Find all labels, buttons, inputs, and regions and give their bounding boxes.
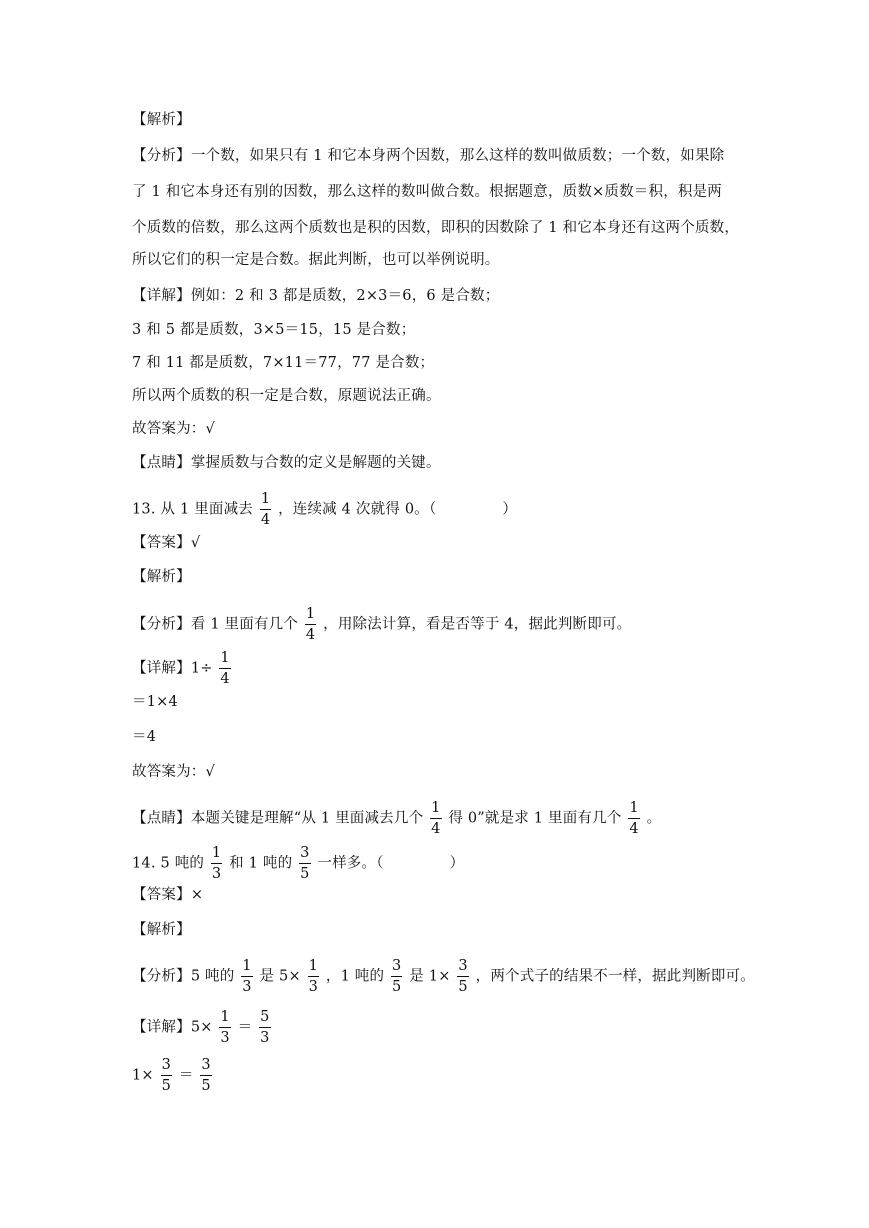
fraction-1-3: $\frac{1}{3}$: [308, 958, 319, 995]
question-13: 13. 从 1 里面减去 $\frac{1}{4}$ ，连续减 4 次就得 0。（ ）: [132, 491, 518, 528]
q13-jiexi: 【解析】: [132, 569, 191, 585]
fraction-1-4: $\frac{1}{4}$: [220, 650, 230, 687]
fraction-3-5: $\frac{3}{5}$: [392, 958, 402, 995]
fraction-1-4: $\frac{1}{4}$: [260, 491, 271, 528]
detail-line-4: 所以两个质数的积一定是合数，原题说法正确。: [132, 388, 441, 404]
q13-answer: 【答案】√: [132, 535, 201, 551]
fraction-3-5: $\frac{3}{5}$: [458, 958, 468, 995]
q14-jiexi: 【解析】: [132, 922, 191, 938]
q14-analysis: 【分析】5 吨的 $\frac{1}{3}$ 是 5× $\frac{1}{3}$ ，1 吨的 $\frac{3}{5}$ 是 1× $\frac{3}{5}$ ，两个式子的结果不一样，据此判断即可。: [132, 958, 755, 995]
q13-detail-2: ＝1×4: [132, 694, 178, 710]
answer-line: 故答案为：√: [132, 421, 215, 437]
analysis-line-4: 所以它们的积一定是合数。据此判断，也可以举例说明。: [132, 252, 500, 268]
fraction-1-3: $\frac{1}{3}$: [220, 1009, 230, 1046]
fraction-1-3: $\frac{1}{3}$: [211, 845, 222, 882]
fraction-3-5: $\frac{3}{5}$: [300, 845, 310, 882]
q14-detail-1: 【详解】5× $\frac{1}{3}$ ＝ $\frac{5}{3}$: [132, 1009, 270, 1046]
q13-detail-1: 【详解】1÷ $\frac{1}{4}$: [132, 650, 230, 687]
jiexi-heading: 【解析】: [132, 112, 191, 128]
fraction-1-4: $\frac{1}{4}$: [431, 800, 441, 837]
q13-detail-3: ＝4: [132, 729, 157, 745]
q13-answer-line: 故答案为：√: [132, 764, 215, 780]
detail-line-1: 【详解】例如：2 和 3 都是质数，2×3＝6，6 是合数；: [132, 288, 500, 304]
q13-analysis: 【分析】看 1 里面有几个 $\frac{1}{4}$ ，用除法计算，看是否等于 4，据此判断即可。: [132, 606, 632, 643]
fraction-3-5: $\frac{3}{5}$: [161, 1057, 172, 1094]
q14-answer: 【答案】×: [132, 887, 204, 903]
analysis-line-2: 了 1 和它本身还有别的因数，那么这样的数叫做合数。根据题意，质数×质数＝积，积是两: [132, 184, 722, 200]
detail-line-2: 3 和 5 都是质数，3×5＝15，15 是合数；: [132, 322, 416, 338]
fraction-5-3: $\frac{5}{3}$: [260, 1009, 270, 1046]
analysis-line-3: 个质数的倍数，那么这两个质数也是积的因数，即积的因数除了 1 和它本身还有这两个质数，: [132, 220, 740, 236]
fraction-3-5: $\frac{3}{5}$: [201, 1057, 211, 1094]
question-14: 14. 5 吨的 $\frac{1}{3}$ 和 1 吨的 $\frac{3}{5}$ 一样多。（ ）: [132, 845, 465, 882]
detail-line-3: 7 和 11 都是质数，7×11＝77，77 是合数；: [132, 355, 435, 371]
fraction-1-4: $\frac{1}{4}$: [629, 800, 639, 837]
q14-detail-2: 1× $\frac{3}{5}$ ＝ $\frac{3}{5}$: [132, 1057, 211, 1094]
fraction-1-4: $\frac{1}{4}$: [305, 606, 316, 643]
key-point-line: 【点睛】掌握质数与合数的定义是解题的关键。: [132, 455, 441, 471]
q13-key-point: 【点睛】本题关键是理解“从 1 里面减去几个 $\frac{1}{4}$ 得 0”就是求 1 里面有几个 $\frac{1}{4}$ 。: [132, 800, 662, 837]
fraction-1-3: $\frac{1}{3}$: [242, 958, 252, 995]
analysis-line-1: 【分析】一个数，如果只有 1 和它本身两个因数，那么这样的数叫做质数；一个数，如果除: [132, 148, 725, 164]
